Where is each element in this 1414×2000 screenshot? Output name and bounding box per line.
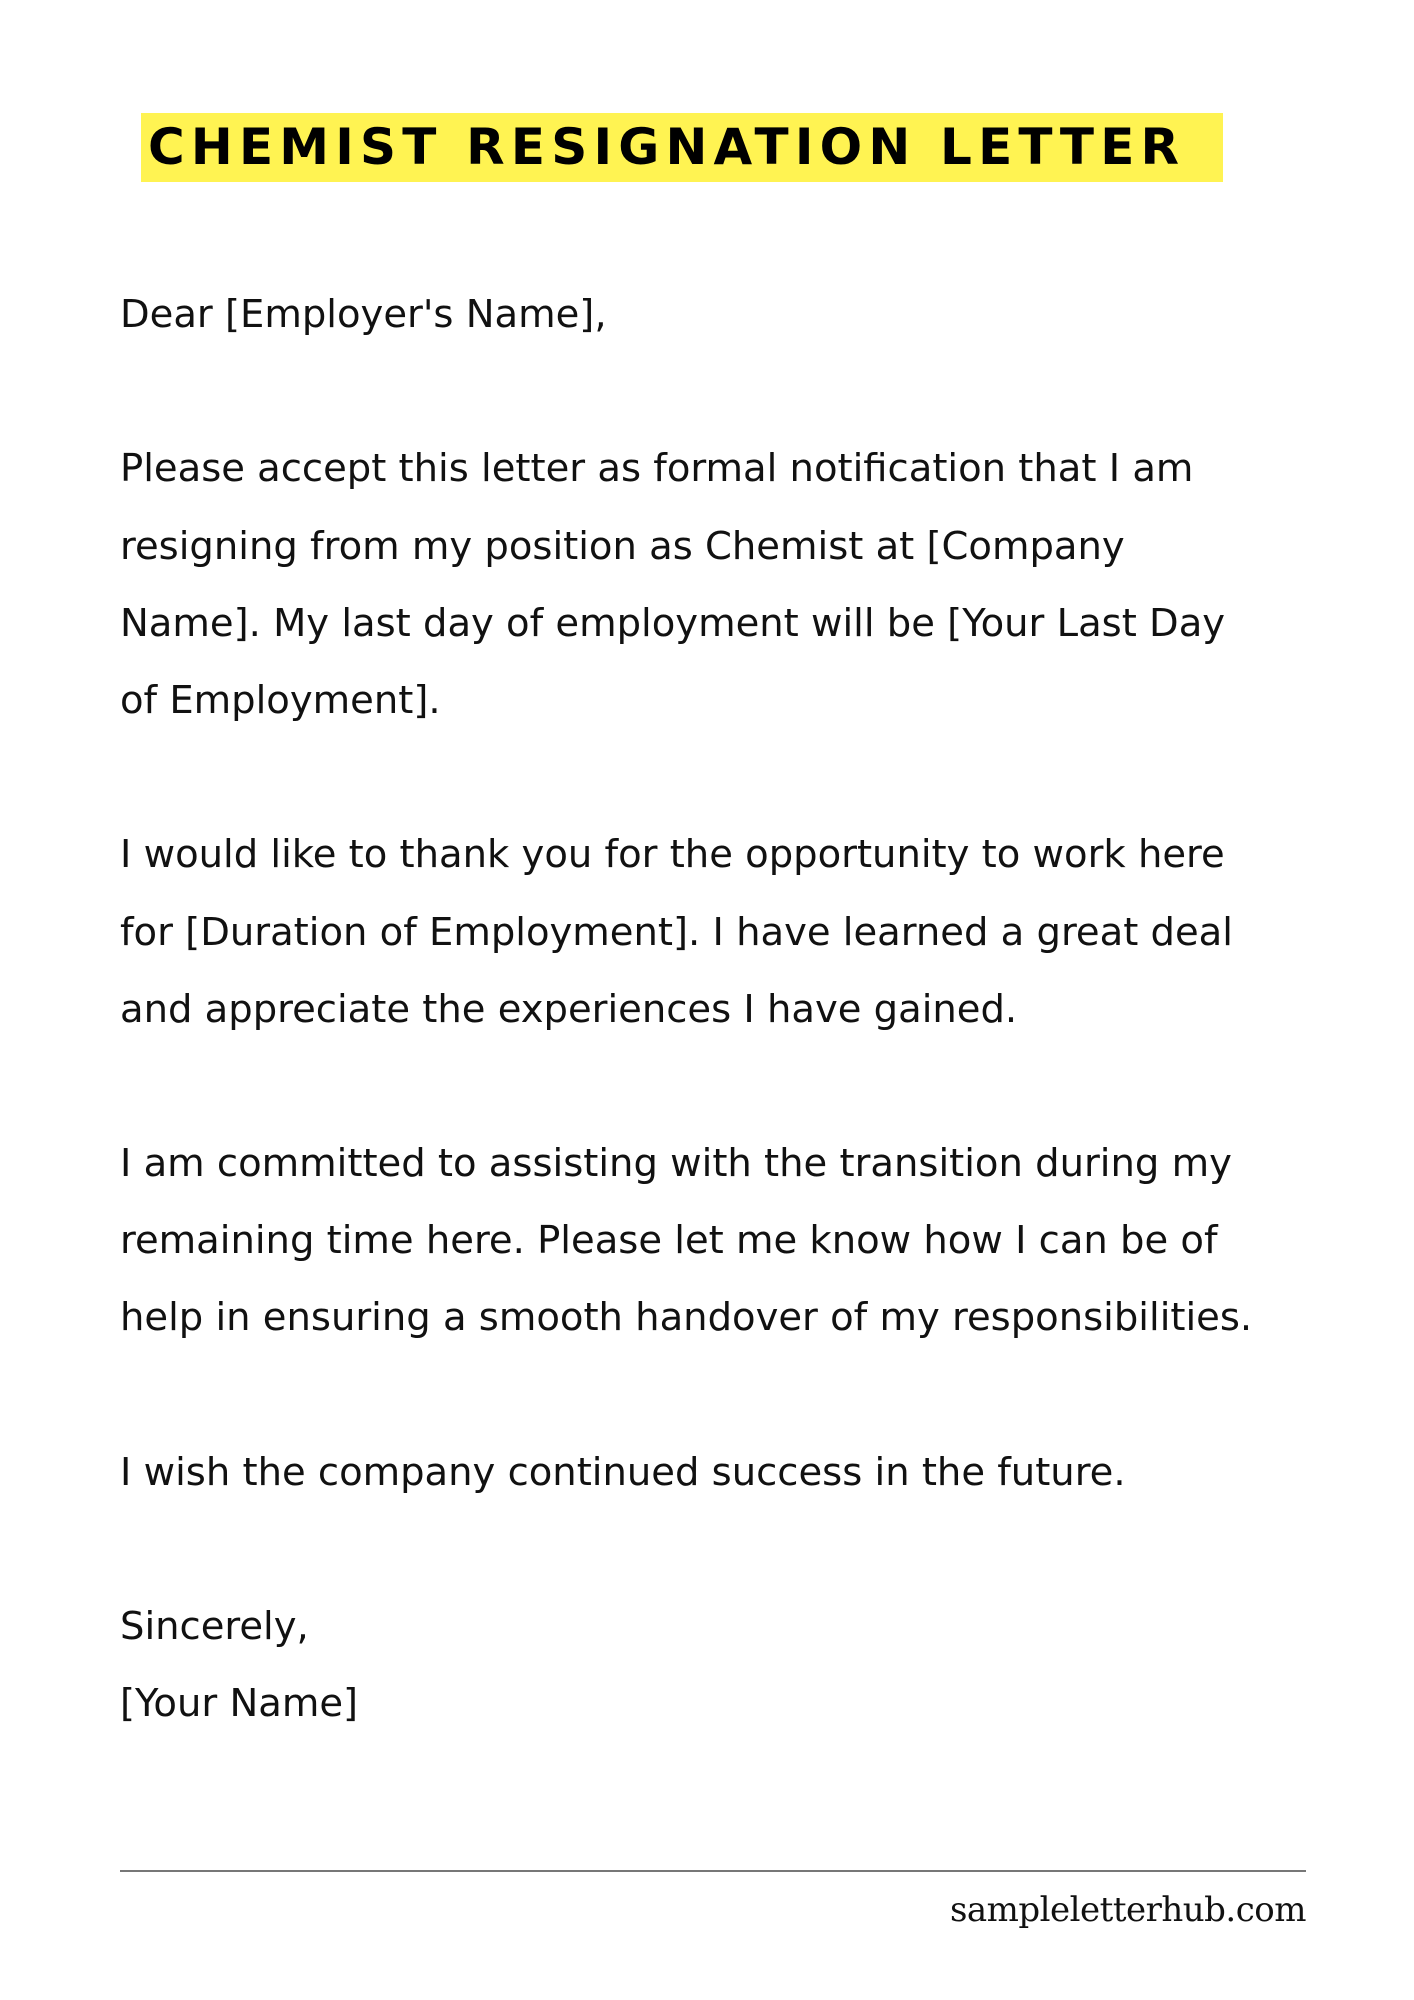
- paragraph-4-line: I wish the company continued success in the future.: [120, 1449, 1126, 1495]
- paragraph-3-line: remaining time here. Please let me know how I can be of: [120, 1218, 1218, 1264]
- paragraph-1-line: Name]. My last day of employment will be [Your Last Day: [120, 600, 1226, 646]
- closing: Sincerely,: [120, 1604, 309, 1650]
- letter-body: [120, 276, 1252, 1743]
- paragraph-2-line: I would like to thank you for the opportunity to work here: [120, 832, 1225, 878]
- signature: [Your Name]: [120, 1681, 359, 1727]
- page-title: CHEMIST RESIGNATION LETTER: [148, 118, 1186, 176]
- paragraph-1-line: Please accept this letter as formal notification that I am: [120, 446, 1194, 492]
- paragraph-3-line: I am committed to assisting with the transition during my: [120, 1141, 1232, 1187]
- paragraph-3-line: help in ensuring a smooth handover of my responsibilities.: [120, 1295, 1253, 1341]
- salutation: Dear [Employer's Name],: [120, 292, 607, 337]
- paragraph-1-line: of Employment].: [120, 677, 441, 723]
- paragraph-1-line: resigning from my position as Chemist at [Company: [120, 523, 1125, 569]
- footer-site: sampleletterhub.com: [949, 1890, 1306, 1930]
- footer-divider: [120, 1870, 1306, 1872]
- paragraph-2-line: and appreciate the experiences I have gained.: [120, 986, 1018, 1032]
- paragraph-2-line: for [Duration of Employment]. I have learned a great deal: [120, 909, 1233, 955]
